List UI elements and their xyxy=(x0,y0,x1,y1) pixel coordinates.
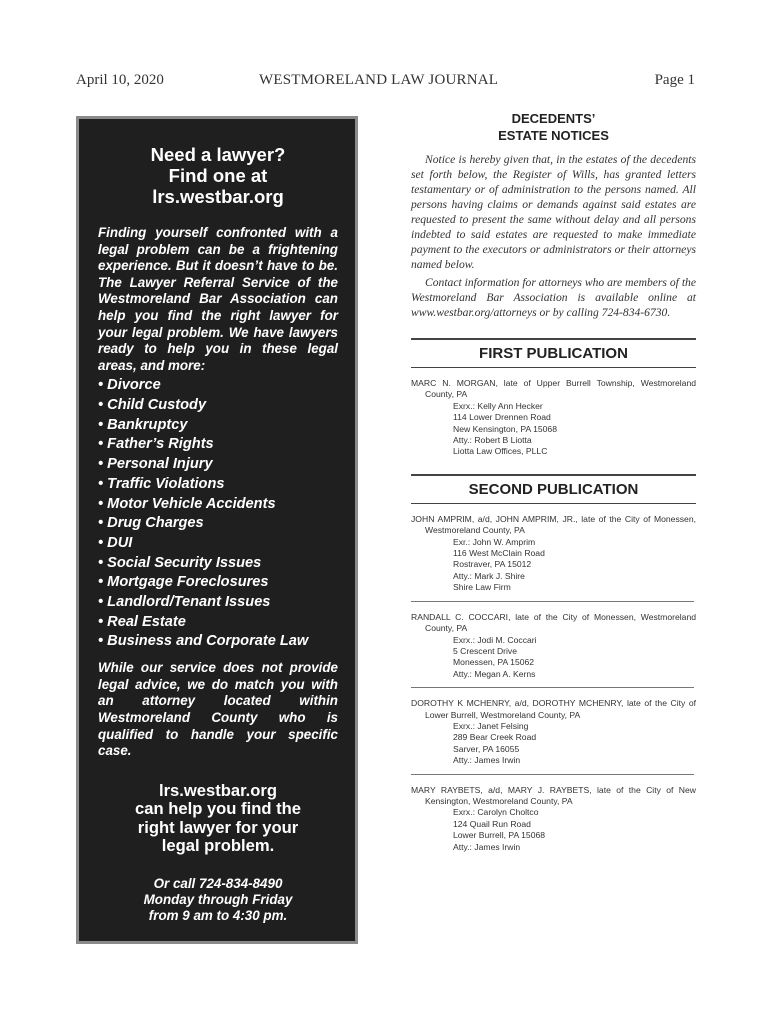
estate-detail-line: Lower Burrell, PA 15068 xyxy=(453,830,546,841)
page-number: Page 1 xyxy=(654,72,695,88)
ad-tag-line: legal problem. xyxy=(161,836,275,856)
legal-area-item: • Social Security Issues xyxy=(98,554,262,571)
decedent-name: DOROTHY K MCHENRY, a/d, DOROTHY MCHENRY, late of the City of Lower Burrell, Westmoreland County, PA xyxy=(411,698,696,720)
estate-detail-line: New Kensington, PA 15068 xyxy=(453,423,557,434)
estate-divider xyxy=(411,687,694,688)
estate-detail-line: 114 Lower Drennen Road xyxy=(453,412,551,423)
estate-divider xyxy=(411,774,694,775)
estate-detail-line: Atty.: James Irwin xyxy=(453,841,521,852)
estate-entry xyxy=(411,514,696,594)
legal-area-item: • DUI xyxy=(98,534,133,551)
ad-tag-url: lrs.westbar.org xyxy=(158,780,278,800)
legal-area-item: • Father’s Rights xyxy=(98,436,214,453)
estate-detail-line: Sarver, PA 16055 xyxy=(453,743,520,754)
legal-area-item: • Drug Charges xyxy=(98,515,204,532)
ad-title xyxy=(98,144,338,207)
decedent-name: MARC N. MORGAN, late of Upper Burrell Township, Westmoreland County, PA xyxy=(411,378,696,400)
estate-detail-line: Exr.: John W. Amprim xyxy=(453,536,536,547)
estate-detail-line: Exrx.: Janet Felsing xyxy=(453,720,529,731)
decedent-name: RANDALL C. COCCARI, late of the City of Monessen, Westmoreland County, PA xyxy=(411,611,696,634)
estate-entry xyxy=(411,612,696,680)
estate-detail-line: 124 Quail Run Road xyxy=(453,818,531,829)
estate-detail-line: Atty.: James Irwin xyxy=(453,755,521,766)
ad-phone: Or call 724-834-8490 xyxy=(153,875,283,891)
estate-detail-line: Atty.: Megan A. Kerns xyxy=(453,668,536,679)
ad-title-line: Need a lawyer? xyxy=(150,144,286,165)
estate-detail-line: Exrx.: Carolyn Choltco xyxy=(453,807,539,818)
estate-detail-line: Liotta Law Offices, PLLC xyxy=(453,446,548,457)
legal-area-item: • Business and Corporate Law xyxy=(98,633,309,650)
estate-detail-line: Exrx.: Jodi M. Coccari xyxy=(453,634,537,645)
title-line: ESTATE NOTICES xyxy=(498,127,609,143)
ad-call-info xyxy=(98,876,338,924)
first-publication-list xyxy=(411,378,696,458)
notice-paragraph: Notice is hereby given that, in the estates of the decedents set forth below, the Register of Wills, has granted letters testamentary or of administration to the persons named. All persons having claims or demands against said estates are requested to present the same without delay and all persons indebted to said estates are requested to make immediate payment to the executors or administrators or their attorneys named below. xyxy=(411,153,696,271)
legal-area-item: • Bankruptcy xyxy=(98,416,188,433)
second-publication-heading: SECOND PUBLICATION xyxy=(411,474,696,504)
page-header xyxy=(76,72,695,94)
estate-detail-line: 116 West McClain Road xyxy=(453,548,545,559)
second-publication-list xyxy=(411,514,696,853)
estate-entry xyxy=(411,378,696,458)
ad-intro: Finding yourself confronted with a legal problem can be a frightening experience. But it doesn’t have to be. The Lawyer Referral Service of the Westmoreland Bar Association can help you find the right lawyer for your legal problem. We have lawyers ready to help you in these legal areas, and more: xyxy=(98,225,338,373)
estate-notices-column xyxy=(411,111,696,853)
lawyer-referral-ad xyxy=(76,116,358,944)
estate-detail-line: Atty.: Mark J. Shire xyxy=(453,570,525,581)
legal-area-item: • Real Estate xyxy=(98,613,186,630)
ad-tag-line: can help you find the xyxy=(135,799,301,819)
legal-area-item: • Divorce xyxy=(98,377,161,394)
legal-areas-list xyxy=(98,376,338,652)
ad-title-url: lrs.westbar.org xyxy=(152,186,284,207)
ad-title-line: Find one at xyxy=(168,165,268,186)
estate-entry xyxy=(411,698,696,766)
estate-detail-line: 289 Bear Creek Road xyxy=(453,732,537,743)
title-line: DECEDENTS’ xyxy=(511,111,596,126)
ad-hours: from 9 am to 4:30 pm. xyxy=(148,907,288,923)
estate-detail-line: Atty.: Robert B Liotta xyxy=(453,435,532,446)
estate-detail-line: Monessen, PA 15062 xyxy=(453,657,535,668)
estate-detail-line: Shire Law Firm xyxy=(453,582,511,593)
contact-paragraph: Contact information for attorneys who are members of the Westmoreland Bar Association is available online at www.westbar.org/attorneys or by calling 724-834-6730. xyxy=(411,276,696,319)
ad-tagline xyxy=(98,782,338,856)
issue-date: April 10, 2020 xyxy=(76,72,164,88)
legal-area-item: • Mortgage Foreclosures xyxy=(98,574,269,591)
estate-divider xyxy=(411,601,694,602)
estate-detail-line: Rostraver, PA 15012 xyxy=(453,559,532,570)
ad-hours: Monday through Friday xyxy=(143,891,293,907)
ad-closing: While our service does not provide legal advice, we do match you with an attorney located within Westmoreland County who is qualified to handle your specific case. xyxy=(98,660,338,759)
legal-area-item: • Landlord/Tenant Issues xyxy=(98,594,271,611)
estate-notices-title xyxy=(411,111,696,144)
legal-area-item: • Motor Vehicle Accidents xyxy=(98,495,276,512)
decedent-name: MARY RAYBETS, a/d, MARY J. RAYBETS, late of the City of New Kensington, Westmoreland County, PA xyxy=(411,784,696,806)
first-publication-heading: FIRST PUBLICATION xyxy=(411,338,696,368)
legal-area-item: • Traffic Violations xyxy=(98,475,225,492)
legal-area-item: • Personal Injury xyxy=(98,456,213,473)
estate-entry xyxy=(411,785,696,853)
legal-area-item: • Child Custody xyxy=(98,397,207,414)
ad-tag-line: right lawyer for your xyxy=(137,817,299,837)
journal-title: WESTMORELAND LAW JOURNAL xyxy=(259,72,499,88)
estate-detail-line: Exrx.: Kelly Ann Hecker xyxy=(453,400,543,411)
estate-detail-line: 5 Crescent Drive xyxy=(453,645,517,656)
decedent-name: JOHN AMPRIM, a/d, JOHN AMPRIM, JR., late of the City of Monessen, Westmoreland County, PA xyxy=(411,513,696,536)
